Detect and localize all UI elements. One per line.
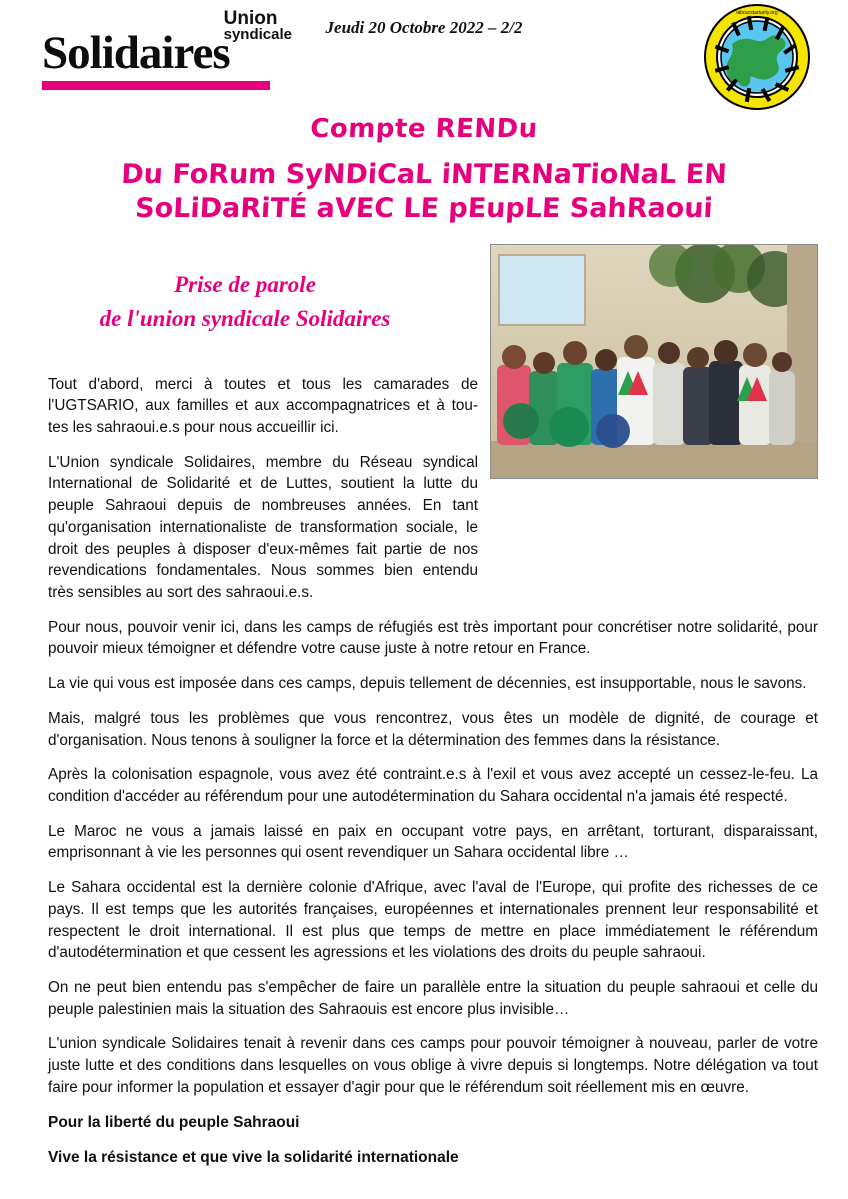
- body-paragraph: Après la colonisation espagnole, vous avez été contraint.e.s à l'exil et vous avez accepté un cessez-le-feu. La condition d'accéder au référendum pour une autodétermination du Sahara occidental n'a jamais été respecté.: [48, 766, 818, 805]
- photo-forum: [490, 244, 818, 479]
- title-forum-line2: SoLiDaRiTÉ aVEC LE pEupLE SahRaoui: [134, 192, 714, 224]
- title-forum-line1: Du FoRum SyNDiCaL iNTERNaTioNaL EN: [120, 159, 728, 190]
- logo-syndicale-line: syndicale: [223, 26, 292, 44]
- body-paragraph: L'union syndicale Solidaires tenait à revenir dans ces camps pour pouvoir témoigner à nouveau, parler de votre juste lutte et des conditions dans lesquelles on vous oblige à vivre depuis si longtemps. Notre délégation va tout faire pour informer la population et essayer d'agir pour que le référendum soit réellement mis en œuvre.: [48, 1035, 818, 1096]
- labourstart-globe-icon: [704, 4, 810, 110]
- logo-pink-bar: [42, 81, 270, 90]
- logo-wordmark: Solidaires: [42, 27, 230, 79]
- body-paragraph: L'Union syndicale Solidaires, membre du Réseau syndical International de Solidarité et de Luttes, soutient la lutte du peuple Sahraoui depuis de nombreuses années. En tant qu'organisation internationaliste de transformation sociale, le droit des peuples à disposer d'eux-mêmes fait partie de nos revendications fondamentales. Nous sommes bien entendu très sensibles au sort des sahraoui.e.s.: [48, 453, 478, 601]
- body-paragraph: Pour nous, pouvoir venir ici, dans les camps de réfugiés est très important pour concrétiser notre solidarité, pour pouvoir mieux témoigner et défendre votre cause juste à notre retour en France.: [48, 618, 818, 658]
- body-paragraph: Mais, malgré tous les problèmes que vous rencontrez, vous êtes un modèle de dignité, de courage et d'organisation. Nous tenons à souligner la force et la détermination des femmes dans la résistance.: [48, 709, 818, 749]
- body-paragraph: Le Maroc ne vous a jamais laissé en paix en occupant votre pays, en arrêtant, torturant, disparaissant, emprisonnant à vie les personnes qui osent revendiquer un Sahara occidental libre …: [48, 822, 818, 862]
- closing-line-resistance: Vive la résistance et que vive la solidarité internationale: [48, 1148, 459, 1166]
- body-paragraph: Tout d'abord, merci à toutes et tous les camarades de l'UGTSARIO, aux familles et aux accompagnatrices et à tou-tes les sahraoui.e.s pour nous accueillir ici.: [48, 375, 478, 436]
- document-body: [0, 374, 848, 1169]
- title-block: [0, 108, 848, 226]
- subtitle-block: [10, 244, 480, 337]
- subtitle-and-photo: [0, 244, 848, 374]
- document-header: [0, 0, 848, 108]
- title-compte-rendu: Compte RENDu: [309, 114, 539, 144]
- subtitle-line-1: Prise de parole: [174, 271, 316, 297]
- logo-union-line: Union: [223, 8, 278, 29]
- subtitle-line-2: de l'union syndicale Solidaires: [99, 306, 391, 331]
- body-paragraph: La vie qui vous est imposée dans ces camps, depuis tellement de décennies, est insupportable, nous le savons.: [48, 675, 807, 693]
- document-date: Jeudi 20 Octobre 2022 – 2/2: [325, 18, 523, 37]
- closing-line-liberte: Pour la liberté du peuple Sahraoui: [48, 1113, 300, 1131]
- body-paragraph: Le Sahara occidental est la dernière colonie d'Afrique, avec l'aval de l'Europe, qui profite des richesses de ce pays. Il est temps que les autorités françaises, européennes et internationales prennent leur responsabilité et respectent le droit international. Il est plus que temps de mettre en place immédiatement le référendum d'autodétermination et que cessent les agressions et les violations des droits du peuple sahraoui.: [48, 879, 818, 962]
- globe-label: labourstartarity.org: [736, 10, 778, 16]
- body-paragraph: On ne peut bien entendu pas s'empêcher de faire un parallèle entre la situation du peuple sahraoui et celle du peuple palestinien mais la situation des Sahraouis est encore plus invisible…: [48, 979, 818, 1018]
